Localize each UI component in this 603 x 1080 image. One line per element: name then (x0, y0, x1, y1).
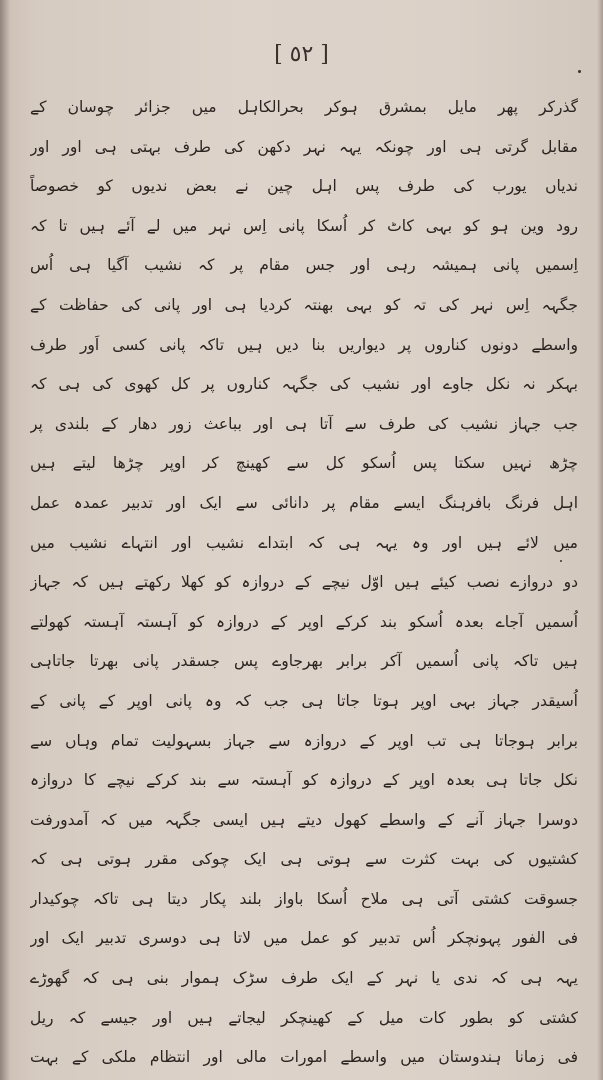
text-line: ندیاں یورب کی طرف پس اہل چین نے بعض ندیوں کو خصوصاً (30, 177, 578, 196)
text-line: برابر ہوجاتا ہی تب اوپر کے دروازہ سے جہاز بسہولیت تمام وہاں سے (30, 731, 578, 750)
text-line: رود وین ہو کو بہی کاٹ کر اُسکا پانی اِس نہر میں لے آئے ہیں تا کہ (30, 216, 578, 235)
text-line: فی الفور پہونچکر اُس تدبیر کو عمل میں لاتا ہی دوسری تدبیر ایک اور (30, 929, 578, 948)
text-line: اِسمیں پانی ہمیشہ رہی اور جس مقام پر کہ نشیب آگیا ہی اُس (30, 256, 578, 275)
text-line: جسوقت کشتی آتی ہی ملاح اُسکا باواز بلند پکار دیتا ہی تاکہ چوکیدار (30, 889, 578, 908)
text-line: مقابل گرتی ہی اور چونکہ یہہ نہر دکھن کی طرف بہتی ہی اور اور (30, 137, 578, 156)
text-line: دو دروازے نصب کیئے ہیں اوّل نیچے کے دروازہ کو کھلا رکھتے ہیں کہ جہاز (30, 573, 578, 592)
text-line: واسطے دونوں کناروں پر دیواریں بنا دیں ہیں تاکہ پانی کسی اَور طرف (30, 335, 578, 354)
text-line: اُسمیں آجاے بعدہ اُسکو بند کرکے اوپر کے دروازہ کو آہستہ آہستہ کھولتے (30, 612, 578, 631)
text-line: فی زمانا ہندوستان میں واسطے امورات مالی اور انتظام ملکی کے بہت (30, 1048, 578, 1067)
text-line: میں لائے ہیں اور وہ یہہ ہی کہ ابتداے نشیب اور انتہاے نشیب میں (30, 533, 578, 552)
text-line: بہکر نہ نکل جاوے اور نشیب کی جگہہ کناروں پر کل کھوی کی ہی کہ (30, 375, 578, 394)
text-line: جب جہاز نشیب کی طرف سے آتا ہی اور بباعث زور دھار کے بلندی پر (30, 414, 578, 433)
text-line: دوسرا جہاز آنے کے واسطے کھول دیتے ہیں ایسی جگہہ میں کہ آمدورفت (30, 810, 578, 829)
text-line: چڑھ نہیں سکتا پس اُسکو کل سے کھینچ کر اوپر چڑھا لیتے ہیں (30, 454, 578, 473)
ink-speck (560, 560, 562, 562)
ink-speck (578, 70, 581, 73)
text-line: کشتیوں کی بہت کثرت سے ہوتی ہی ایک چوکی مقرر ہوتی ہی کہ (30, 850, 578, 869)
text-line: گذرکر پھر مایل بمشرق ہوکر بحرالکاہل میں جزائر چوسان کے (30, 98, 578, 116)
text-line: اہل فرنگ بافرہنگ ایسے مقام پر دانائی سے ایک اور تدبیر عمدہ عمل (30, 493, 578, 512)
body-text (30, 88, 578, 1078)
text-line: جگہہ اِس نہر کی تہ کو بہی بھنتہ کردیا ہی اور پانی کی حفاظت کے (30, 295, 578, 314)
text-line: نکل جاتا ہی بعدہ اوپر کے دروازہ کو آہستہ سے بند کرکے نیچے کا دروازہ (30, 771, 578, 790)
text-line: اُسیقدر جہاز بہی اوپر ہوتا جاتا ہی جب کہ وہ پانی اوپر کے پانی کے (30, 691, 578, 710)
text-line: ہیں تاکہ پانی اُسمیں آکر برابر بھرجاوے پس جسقدر پانی بھرتا جاتاہی (30, 652, 578, 671)
text-line: کشتی کو بطور کات میل کے کھینچکر لیجاتے ہیں اور جیسے کہ ریل (30, 1008, 578, 1027)
page-number: [ ٥٢ ] (274, 42, 329, 67)
text-line: یہہ ہی کہ ندی یا نہر کے ایک طرف سڑک ہموار بنی ہی کہ گھوڑے (30, 969, 578, 988)
